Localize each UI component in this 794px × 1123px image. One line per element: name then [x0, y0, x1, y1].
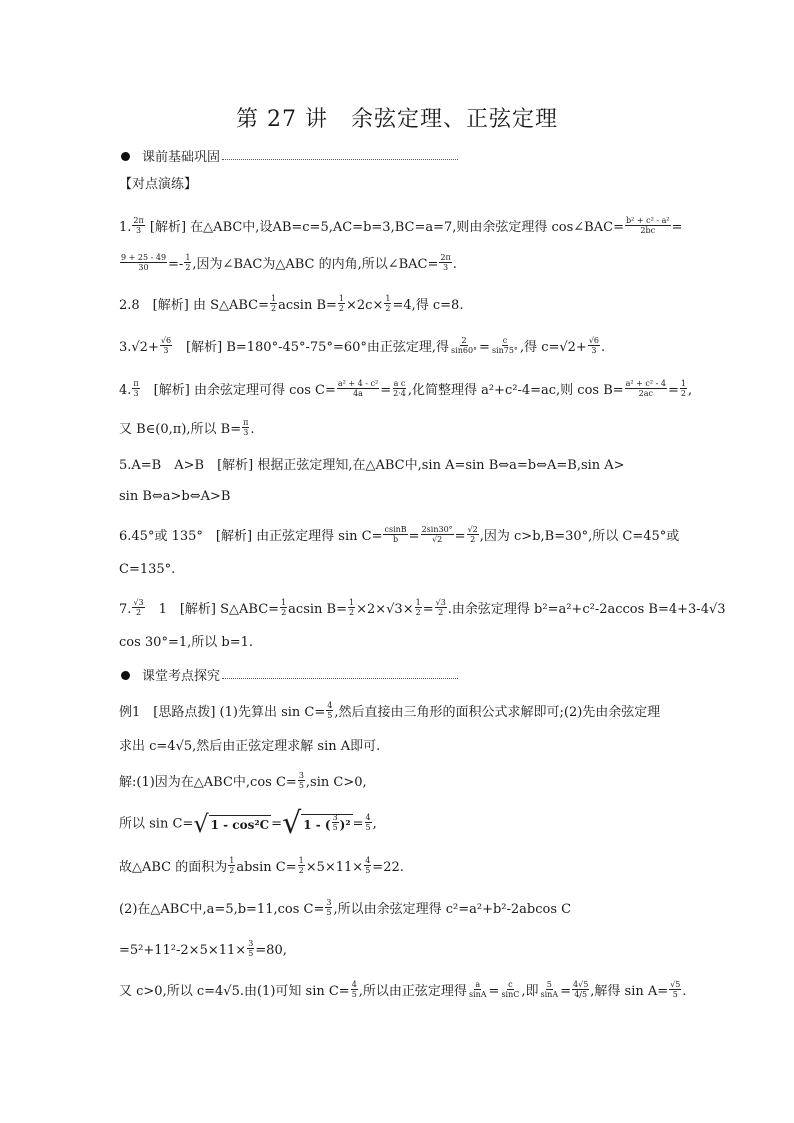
solution-line-2: 所以 sin C= √ 1 - cos²C = √ 1 - ( $\frac{3}{5}$ )² = $\frac{4}{5}$ ,	[119, 806, 377, 841]
fraction: $\frac{1}{2}$	[185, 253, 191, 272]
fraction: $\frac{2\pi}{3}$	[133, 216, 144, 235]
example-line-1: 例1 [思路点拨] (1)先算出 sin C= $\frac{4}{5}$ ,然后直接由三角形的面积公式求解即可;(2)先由余弦定理	[119, 701, 661, 720]
section-label: 课前基础巩固	[142, 150, 221, 165]
answer-line-5: 5.A=B A>B [解析] 根据正弦定理知,在△ABC中,sin A=sin B⇔a=b⇔A=B,sin A>	[119, 458, 625, 473]
answer-line-7b: cos 30°=1,所以 b=1.	[119, 635, 253, 650]
fraction: $\frac{√6}{3}$	[160, 336, 172, 355]
answer-line-1b: $\frac{9 + 25 - 49}{30}$ =- $\frac{1}{2}$ ,因为∠BAC为△ABC 的内角,所以∠BAC= $\frac{2\pi}{3}$ .	[121, 253, 457, 272]
fraction: $\frac{c}{\sin C}$	[501, 980, 520, 999]
fraction: $\frac{3}{5}$	[248, 939, 254, 958]
fraction: $\frac{5}{\sin A}$	[540, 980, 559, 999]
fraction: $\frac{1}{2}$	[415, 598, 421, 617]
dotted-rule	[222, 677, 458, 679]
fraction: $\frac{1}{2}$	[271, 294, 277, 313]
fraction: $\frac{\pi}{3}$	[243, 418, 249, 437]
fraction: $\frac{√5}{5}$	[670, 980, 681, 999]
fraction: $\frac{√3}{2}$	[435, 598, 446, 617]
bullet-icon	[121, 152, 130, 161]
fraction: $\frac{2\pi}{3}$	[440, 253, 451, 272]
fraction: $\frac{1}{2}$	[385, 294, 391, 313]
fraction: $\frac{√2}{2}$	[467, 525, 478, 544]
fraction: $\frac{4}{5}$	[327, 701, 333, 720]
fraction: $\frac{3}{5}$	[298, 771, 304, 790]
fraction: $\frac{4}{5}$	[365, 856, 371, 875]
fraction: $\frac{4}{5}$	[365, 812, 371, 832]
dotted-rule	[222, 158, 458, 160]
solution-line-1: 解:(1)因为在△ABC中,cos C= $\frac{3}{5}$ ,sin C>0,	[119, 771, 367, 790]
fraction: $\frac{2}{\sin 60^\circ}$	[451, 336, 478, 355]
fraction: $\frac{1}{2}$	[281, 598, 287, 617]
section-header-in-class	[121, 665, 458, 684]
answer-line-1: 1. $\frac{2\pi}{3}$ [解析] 在△ABC中,设AB=c=5,AC=b=3,BC=a=7,则由余弦定理得 cos∠BAC= $\frac{\text{b² + c² - a²}}{2bc}$ =	[119, 216, 683, 235]
answer-line-7: 7. $\frac{√3}{2}$ 1 [解析] S△ABC= $\frac{1}{2}$ acsin B= $\frac{1}{2}$ ×2×√3× $\frac{1}{2}$ = $\frac{√3}{2}$ .由余弦定理得 b²=a²+c²-2accos B=4+3-4√3	[119, 598, 726, 617]
fraction: $\frac{\text{a c}}{2\cdot 4}$	[393, 379, 406, 398]
solution-line-3: 故△ABC 的面积为 $\frac{1}{2}$ absin C= $\frac{1}{2}$ ×5×11× $\frac{4}{5}$ =22.	[119, 856, 404, 875]
fraction: $\frac{√6}{3}$	[588, 336, 600, 355]
answer-line-2: 2.8 [解析] 由 S△ABC= $\frac{1}{2}$ acsin B= $\frac{1}{2}$ ×2c× $\frac{1}{2}$ =4,得 c=8.	[119, 294, 464, 313]
fraction: $\frac{1}{2}$	[680, 379, 686, 398]
fraction: $\frac{csinB}{b}$	[384, 525, 407, 544]
example-line-2: 求出 c=4√5,然后由正弦定理求解 sin A即可.	[119, 739, 381, 754]
fraction: $\frac{√3}{2}$	[133, 598, 144, 617]
fraction: $\frac{1}{2}$	[298, 856, 304, 875]
fraction: $\frac{9 + 25 - 49}{30}$	[121, 253, 167, 272]
fraction: $\frac{4}{5}$	[351, 980, 357, 999]
fraction: $\frac{2\sin 30^\circ}{√2}$	[421, 525, 453, 544]
answer-line-4: 4. $\frac{\pi}{3}$ [解析] 由余弦定理可得 cos C= $\frac{\text{a² + 4 - c²}}{4a}$ = $\frac{\text{a c}}{2\cdot 4}$ ,化简整理得 a²+c²-4=ac,则 cos B= $\frac{\text{a² + c² - 4}}{2ac}$ = $\frac{1}{2}$ ,	[119, 379, 693, 398]
fraction: $\frac{1}{2}$	[338, 294, 345, 313]
section-header-pre-class	[121, 146, 458, 165]
fraction: $\frac{3}{5}$	[326, 898, 332, 917]
answer-line-3: 3.√2+ $\frac{√6}{3}$ [解析] B=180°-45°-75°=60°由正弦定理,得 $\frac{2}{\sin 60^\circ}$ = $\frac{c}{\sin 75^\circ}$ ,得 c=√2+ $\frac{√6}{3}$ .	[119, 336, 606, 355]
page-title: 第 27 讲 余弦定理、正弦定理	[236, 107, 558, 132]
answer-line-5b: sin B⇔a>b⇔A>B	[119, 489, 231, 504]
answer-line-4b: 又 B∈(0,π),所以 B= $\frac{\pi}{3}$ .	[119, 418, 255, 437]
fraction: $\frac{c}{\sin 75^\circ}$	[491, 336, 518, 355]
fraction: $\frac{1}{2}$	[229, 856, 235, 875]
answer-line-6b: C=135°.	[119, 562, 176, 577]
fraction: $\frac{\text{a² + c² - 4}}{2ac}$	[625, 379, 666, 398]
section-label: 课堂考点探究	[142, 669, 221, 684]
radical: √ 1 - cos²C	[193, 810, 270, 838]
fraction: $\frac{4√5}{4/5}$	[573, 980, 589, 999]
answer-line-6: 6.45°或 135° [解析] 由正弦定理得 sin C= $\frac{csinB}{b}$ = $\frac{2\sin 30^\circ}{√2}$ = $\frac{√2}{2}$ ,因为 c>b,B=30°,所以 C=45°或	[119, 525, 680, 544]
fraction: $\frac{a}{\sin A}$	[468, 980, 487, 999]
bullet-icon	[121, 671, 130, 680]
fraction: $\frac{\text{b² + c² - a²}}{2bc}$	[625, 216, 670, 235]
fraction: $\frac{\pi}{3}$	[133, 379, 139, 398]
fraction: $\frac{1}{2}$	[348, 598, 355, 617]
solution-line-6: 又 c>0,所以 c=4√5.由(1)可知 sin C= $\frac{4}{5}$ ,所以由正弦定理得 $\frac{a}{\sin A}$ = $\frac{c}{\sin C}$ ,即 $\frac{5}{\sin A}$ = $\frac{4√5}{4/5}$ ,解得 sin A= $\frac{√5}{5}$ .	[119, 980, 687, 999]
solution-line-5: =5²+11²-2×5×11× $\frac{3}{5}$ =80,	[119, 939, 287, 958]
drill-heading: 【对点演练】	[119, 177, 198, 192]
solution-line-4: (2)在△ABC中,a=5,b=11,cos C= $\frac{3}{5}$ ,所以由余弦定理得 c²=a²+b²-2abcos C	[119, 898, 572, 917]
fraction: $\frac{\text{a² + 4 - c²}}{4a}$	[337, 379, 379, 398]
radical: √ 1 - ( $\frac{3}{5}$ )²	[282, 806, 351, 841]
